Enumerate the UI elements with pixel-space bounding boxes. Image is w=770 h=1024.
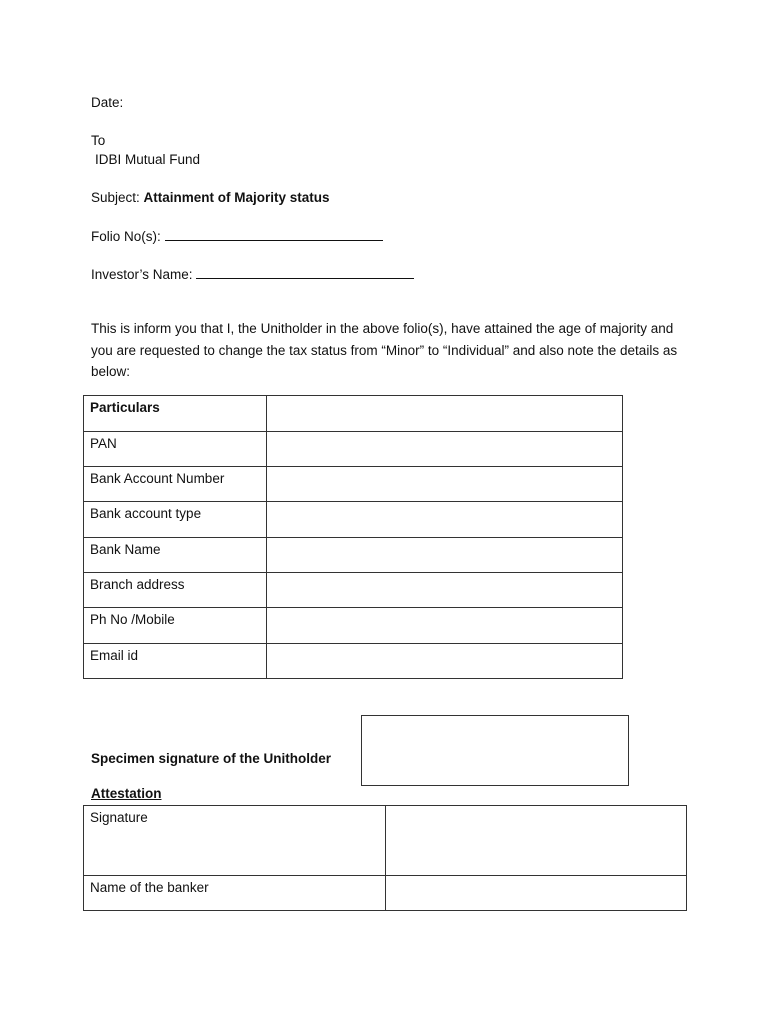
details-row-value[interactable] [267,538,623,573]
subject-line [91,190,330,205]
investor-name-label: Investor’s Name: [91,267,193,282]
subject-text: Attainment of Majority status [143,190,330,205]
folio-line [91,228,383,244]
details-row-label: Bank account type [84,502,267,538]
to-label: To [91,133,106,148]
details-row-label: Bank Name [84,538,267,573]
attestation-heading: Attestation [91,786,162,801]
attestation-row-value[interactable] [386,806,687,876]
details-row-label: Ph No /Mobile [84,608,267,644]
specimen-signature-label: Specimen signature of the Unitholder [91,751,332,766]
date-label: Date: [91,95,124,110]
details-row-value[interactable] [267,644,623,679]
folio-label: Folio No(s): [91,229,161,244]
investor-name-input-line[interactable] [196,266,414,279]
subject-label: Subject: [91,190,140,205]
details-row-value[interactable] [267,432,623,467]
details-row-label: Email id [84,644,267,679]
details-row-value[interactable] [267,467,623,502]
investor-name-line [91,266,414,282]
attestation-table [83,805,687,911]
attestation-row-value[interactable] [386,876,687,911]
details-table [83,395,623,679]
specimen-signature-box[interactable] [361,715,629,786]
details-header-cell: Particulars [84,396,267,432]
details-header-value-cell [267,396,623,432]
details-row-label: Branch address [84,573,267,608]
folio-input-line[interactable] [165,228,383,241]
attestation-row-label: Name of the banker [84,876,386,911]
details-row-label: PAN [84,432,267,467]
details-row-value[interactable] [267,573,623,608]
details-row-label: Bank Account Number [84,467,267,502]
details-row-value[interactable] [267,608,623,644]
attestation-row-label: Signature [84,806,386,876]
body-paragraph: This is inform you that I, the Unitholder in the above folio(s), have attained the age of majority and you are requested to change the tax status from “Minor” to “Individual” and also note the details as below: [91,321,678,379]
details-row-value[interactable] [267,502,623,538]
addressee: IDBI Mutual Fund [95,152,201,167]
